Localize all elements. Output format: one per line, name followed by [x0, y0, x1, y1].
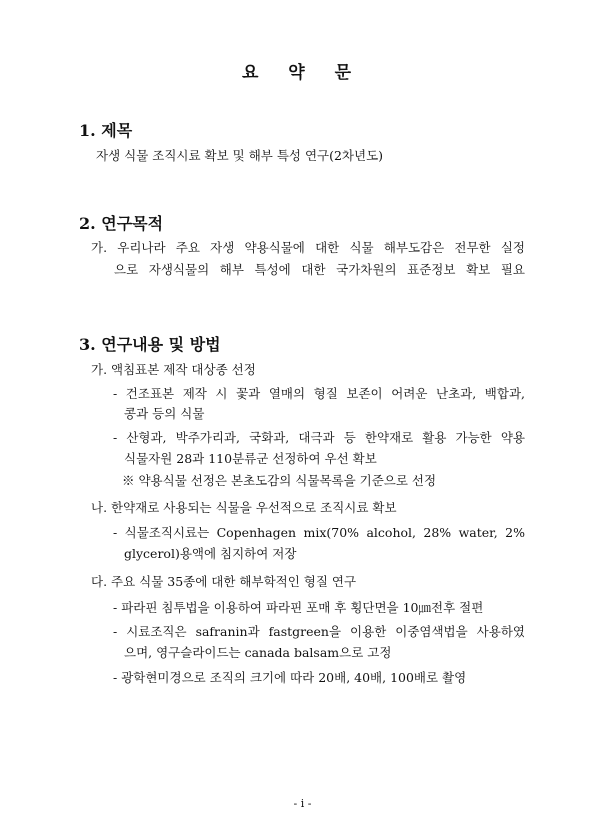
section-3-ga-note: ※ 약용식물 선정은 본초도감의 식물목록을 기준으로 선정 — [122, 473, 437, 488]
section-3-item-na: 나. 한약재로 사용되는 식물을 우선적으로 조직시료 확보 — [91, 500, 397, 515]
section-3-da-bullet-1: - 파라핀 침투법을 이용하여 파라핀 포매 후 횡단면을 10㎛전후 절편 — [113, 600, 484, 615]
section-1-heading: 1. 제목 — [79, 121, 133, 140]
section-2-item-a-line-2: 으로 자생식물의 해부 특성에 대한 국가차원의 표준정보 확보 필요 — [114, 262, 525, 277]
section-3-item-da: 다. 주요 식물 35종에 대한 해부학적인 형질 연구 — [91, 574, 357, 589]
section-3-ga-bullet-2-line-1: - 산형과, 박주가리과, 국화과, 대극과 등 한약재로 활용 가능한 약용 — [113, 430, 525, 445]
section-3-ga-bullet-2-line-2: 식물자원 28과 110분류군 선정하여 우선 확보 — [124, 451, 377, 466]
section-3-heading: 3. 연구내용 및 방법 — [79, 335, 221, 354]
section-3-ga-bullet-1-line-2: 콩과 등의 식물 — [124, 406, 205, 421]
section-2-heading: 2. 연구목적 — [79, 214, 164, 233]
section-3-da-bullet-2-line-1: - 시료조직은 safranin과 fastgreen을 이용한 이중염색법을 사용하였 — [113, 624, 525, 639]
section-2-item-a-line-1: 가. 우리나라 주요 자생 약용식물에 대한 식물 해부도감은 전무한 실정 — [91, 240, 525, 255]
section-1-body: 자생 식물 조직시료 확보 및 해부 특성 연구(2차년도) — [96, 148, 384, 163]
section-3-item-ga: 가. 액침표본 제작 대상종 선정 — [91, 362, 256, 377]
section-3-da-bullet-2-line-2: 으며, 영구슬라이드는 canada balsam으로 고정 — [124, 645, 392, 660]
page-title: 요 약 문 — [241, 63, 364, 83]
section-3-ga-bullet-1-line-1: - 건조표본 제작 시 꽃과 열매의 형질 보존이 어려운 난초과, 백합과, — [113, 386, 525, 401]
section-3-na-bullet-1-line-2: glycerol)용액에 침지하여 저장 — [124, 546, 297, 561]
section-3-da-bullet-3: - 광학현미경으로 조직의 크기에 따라 20배, 40배, 100배로 촬영 — [113, 670, 467, 685]
page-number: - i - — [293, 797, 312, 810]
section-3-na-bullet-1-line-1: - 식물조직시료는 Copenhagen mix(70% alcohol, 28% water, 2% — [113, 525, 525, 540]
